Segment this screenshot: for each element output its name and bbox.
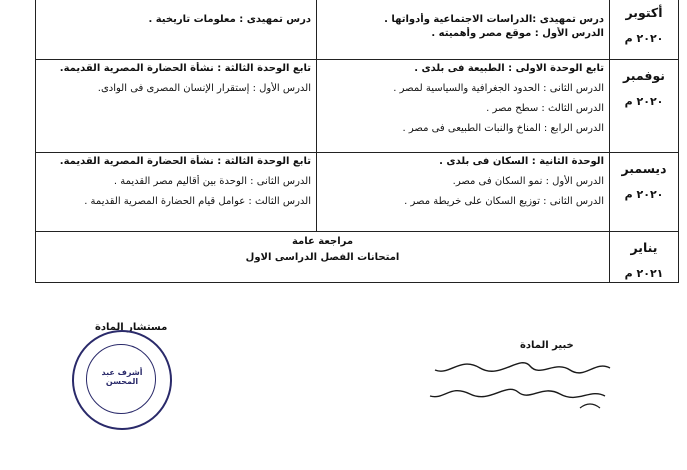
term-cell-left <box>36 153 317 232</box>
month-year: ٢٠٢٠ م <box>624 188 664 201</box>
month-name: يناير <box>630 240 658 255</box>
month-year: ٢٠٢٠ م <box>624 32 664 45</box>
lesson-line: الدرس الأول : إستقرار الإنسان المصرى فى الوادى. <box>97 83 311 94</box>
lesson-line: الدرس الثالث : عوامل قيام الحضارة المصرية القديمة . <box>84 196 311 207</box>
unit-heading: تابع الوحدة الاولى : الطبيعة فى بلدى . <box>414 63 604 74</box>
month-year: ٢٠٢١ م <box>624 267 664 280</box>
expert-title: خبير المادة <box>520 340 574 351</box>
lesson-line: الدرس الأول : نمو السكان فى مصر. <box>452 176 604 187</box>
term-cell-left <box>36 60 317 153</box>
table-row <box>36 60 679 153</box>
lesson-line <box>41 0 311 13</box>
table-row <box>36 0 679 60</box>
month-name: أكتوبر <box>625 5 663 20</box>
lesson-line: درس تمهيدى : معلومات تاريخية . <box>148 14 311 25</box>
month-name: ديسمبر <box>621 161 667 176</box>
term-cell-right <box>317 60 610 153</box>
unit-heading: الوحدة الثانية : السكان فى بلدى . <box>439 156 604 167</box>
review-label: مراجعة عامة <box>291 236 354 247</box>
lesson-line: درس تمهيدى :الدراسات الاجتماعية وأدواتها . <box>384 14 604 25</box>
lesson-line: الدرس الرابع : المناخ والنبات الطبيعى فى مصر . <box>402 123 604 134</box>
lesson-line: الدرس الأول : موقع مصر وأهميته . <box>431 28 604 39</box>
unit-heading: تابع الوحدة الثالثة : نشأة الحضارة المصرية القديمة. <box>59 156 311 167</box>
unit-heading: تابع الوحدة الثالثة : نشأة الحضارة المصرية القديمة. <box>59 63 311 74</box>
lesson-line <box>322 0 604 13</box>
curriculum-plan-table <box>35 0 679 283</box>
month-cell <box>610 153 679 232</box>
consultant-title: مستشار المادة <box>95 322 168 333</box>
term-cell-right <box>317 153 610 232</box>
lesson-line: الدرس الثانى : الحدود الجغرافية والسياسية لمصر . <box>393 83 604 94</box>
exams-label: امتحانات الفصل الدراسى الاول <box>245 252 400 263</box>
handwritten-signatures <box>420 358 620 428</box>
table-row <box>36 232 679 283</box>
term-cell-left <box>36 0 317 60</box>
table-row <box>36 153 679 232</box>
lesson-line: الدرس الثانى : توزيع السكان على خريطة مصر . <box>404 196 604 207</box>
month-year: ٢٠٢٠ م <box>624 95 664 108</box>
stamp-text: أشرف عبد المحسن <box>101 368 143 386</box>
month-name: نوفمبر <box>623 68 665 83</box>
month-cell <box>610 0 679 60</box>
official-stamp <box>72 330 172 430</box>
lesson-line: الدرس الثالث : سطح مصر . <box>486 103 604 114</box>
month-cell <box>610 232 679 283</box>
review-cell <box>36 232 610 283</box>
lesson-line: الدرس الثانى : الوحدة بين أقاليم مصر القديمة . <box>113 176 311 187</box>
month-cell <box>610 60 679 153</box>
term-cell-right <box>317 0 610 60</box>
